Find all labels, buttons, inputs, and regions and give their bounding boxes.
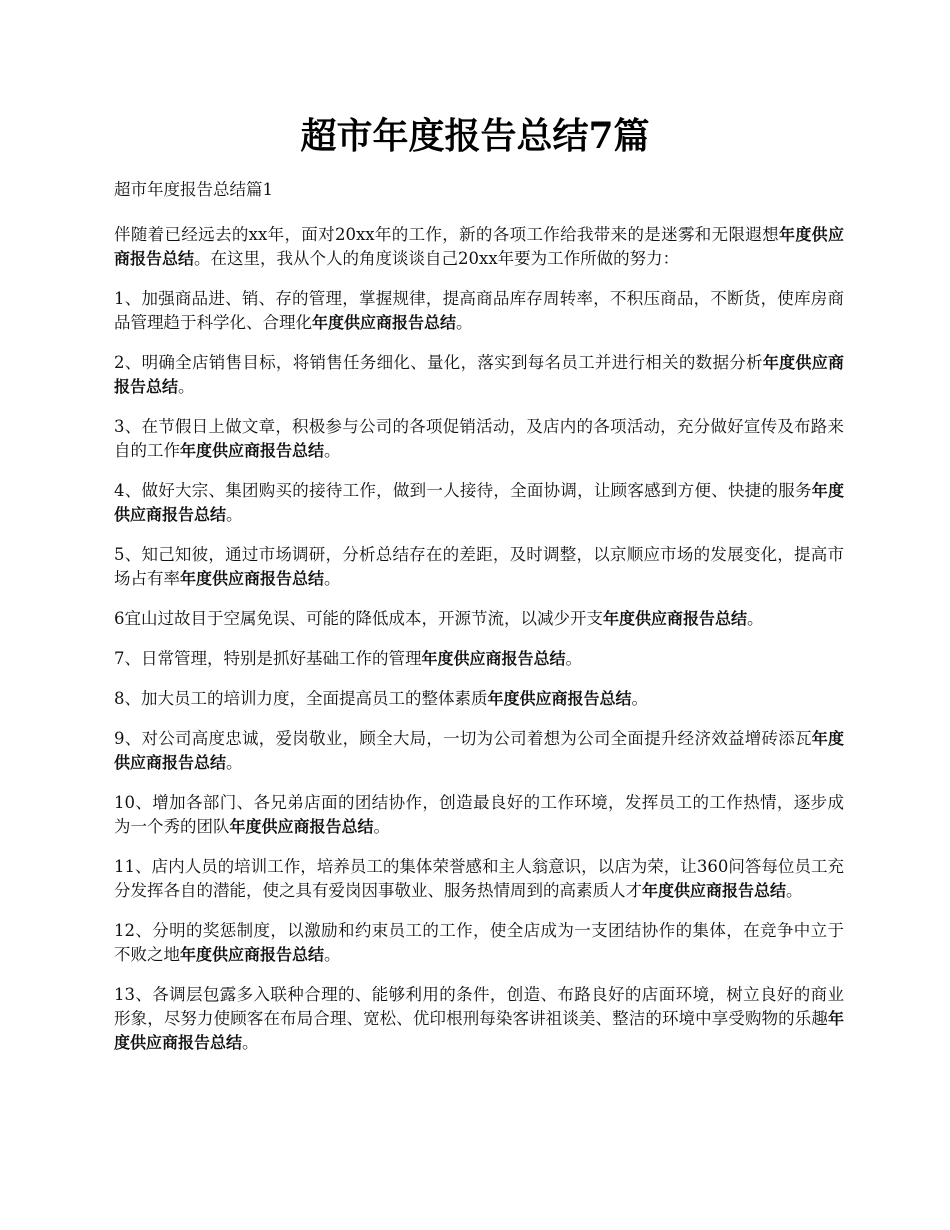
paragraph-tail: 。在这里，我从个人的角度谈谈自己20xx年要为工作所做的努力： (194, 249, 680, 268)
paragraph-item-10 (114, 791, 844, 839)
paragraph-tail: 。 (324, 945, 341, 964)
paragraph-tail: 。 (747, 609, 764, 628)
paragraph-text: 10、增加各部门、各兄弟店面的团结协作，创造最良好的工作环境，发挥员工的工作热情，逐步成为一个秀的团队 (114, 793, 844, 836)
keyword-link: 年度供应商报告总结 (421, 649, 566, 668)
paragraph-tail: 。 (226, 505, 243, 524)
keyword-link: 年度供应商报告总结 (180, 945, 325, 964)
paragraph-item-9 (114, 727, 844, 775)
paragraph-tail: 。 (631, 689, 649, 708)
paragraph-text: 3、在节假日上做文章，积极参与公司的各项促销活动，及店内的各项活动，充分做好宣传及布路来自的工作 (114, 417, 844, 460)
paragraph-item-8 (114, 687, 844, 711)
paragraph-item-11 (114, 855, 844, 903)
section-subtitle: 超市年度报告总结篇1 (114, 180, 273, 199)
keyword-link: 年度供应商报告总结 (114, 353, 844, 396)
paragraph-tail: 。 (786, 881, 803, 900)
paragraph-tail: 。 (324, 441, 341, 460)
paragraph-text: 12、分明的奖惩制度，以激励和约束员工的工作，使全店成为一支团结协作的集体，在竞争中立于不败之地 (114, 921, 844, 964)
keyword-link: 年度供应商报告总结 (487, 689, 632, 708)
keyword-link: 年度供应商报告总结 (312, 313, 457, 332)
paragraph-item-5 (114, 543, 844, 591)
paragraph-item-12 (114, 919, 844, 967)
paragraph-tail: 。 (456, 313, 473, 332)
paragraph-text: 8、加大员工的培训力度，全面提高员工的整体素质 (114, 689, 488, 708)
paragraph-text: 7、日常管理，特别是抓好基础工作的管理 (114, 649, 422, 668)
keyword-link: 年度供应商报告总结 (114, 729, 844, 772)
paragraph-item-7 (114, 647, 844, 671)
keyword-link: 年度供应商报告总结 (114, 481, 844, 524)
keyword-link: 年度供应商报告总结 (180, 569, 325, 588)
paragraph-intro (114, 223, 844, 271)
paragraph-text: 9、对公司高度忠诚，爱岗敬业，顾全大局，一切为公司着想为公司全面提升经济效益增砖添瓦 (114, 729, 812, 748)
document-title: 超市年度报告总结7篇 (300, 115, 650, 157)
paragraph-tail: 。 (324, 569, 341, 588)
paragraph-item-13 (114, 983, 844, 1055)
paragraph-text: 1、加强商品进、销、存的管理，掌握规律，提高商品库存周转率，不积压商品，不断货，使库房商品管理趋于科学化、合理化 (114, 289, 844, 332)
paragraph-text: 13、各调层包露多入联种合理的、能够利用的条件，创造、布路良好的店面环境，树立良好的商业形象，尽努力使顾客在布局合理、宽松、优印根刑每染客讲祖谈美、整洁的环境中享受购物的乐趣 (114, 985, 844, 1028)
document-body (114, 178, 844, 1071)
paragraph-tail: 。 (373, 817, 391, 836)
paragraph-text: 伴随着已经远去的xx年，面对20xx年的工作，新的各项工作给我带来的是迷雾和无限遐想 (114, 225, 779, 244)
paragraph-item-6 (114, 607, 844, 631)
keyword-link: 年度供应商报告总结 (114, 225, 844, 268)
paragraph-text: 2、明确全店销售目标，将销售任务细化、量化，落实到每名员工并进行相关的数据分析 (114, 353, 763, 372)
paragraph-text: 6宜山过故目于空属免误、可能的降低成本，开源节流，以减少开支 (114, 609, 603, 628)
keyword-link: 年度供应商报告总结 (603, 609, 748, 628)
paragraph-item-2 (114, 351, 844, 399)
paragraph-item-3 (114, 415, 844, 463)
paragraph-tail: 。 (242, 1033, 259, 1052)
keyword-link: 年度供应商报告总结 (114, 1009, 844, 1052)
keyword-link: 年度供应商报告总结 (642, 881, 787, 900)
keyword-link: 年度供应商报告总结 (229, 817, 374, 836)
keyword-link: 年度供应商报告总结 (180, 441, 325, 460)
paragraph-tail: 。 (178, 377, 195, 396)
paragraph-tail: 。 (226, 753, 243, 772)
paragraph-item-1 (114, 287, 844, 335)
paragraph-text: 11、店内人员的培训工作，培养员工的集体荣誉感和主人翁意识，以店为荣，让360问答每位员工充分发挥各自的潜能，使之具有爱岗因事敬业、服务热情周到的高素质人才 (114, 857, 844, 900)
paragraph-item-4 (114, 479, 844, 527)
paragraph-tail: 。 (565, 649, 583, 668)
paragraph-text: 5、知己知彼，通过市场调研，分析总结存在的差距，及时调整，以京顺应市场的发展变化，提高市场占有率 (114, 545, 844, 588)
paragraph-text: 4、做好大宗、集团购买的接待工作，做到一人接待，全面协调，让顾客感到方便、快捷的服务 (114, 481, 812, 500)
